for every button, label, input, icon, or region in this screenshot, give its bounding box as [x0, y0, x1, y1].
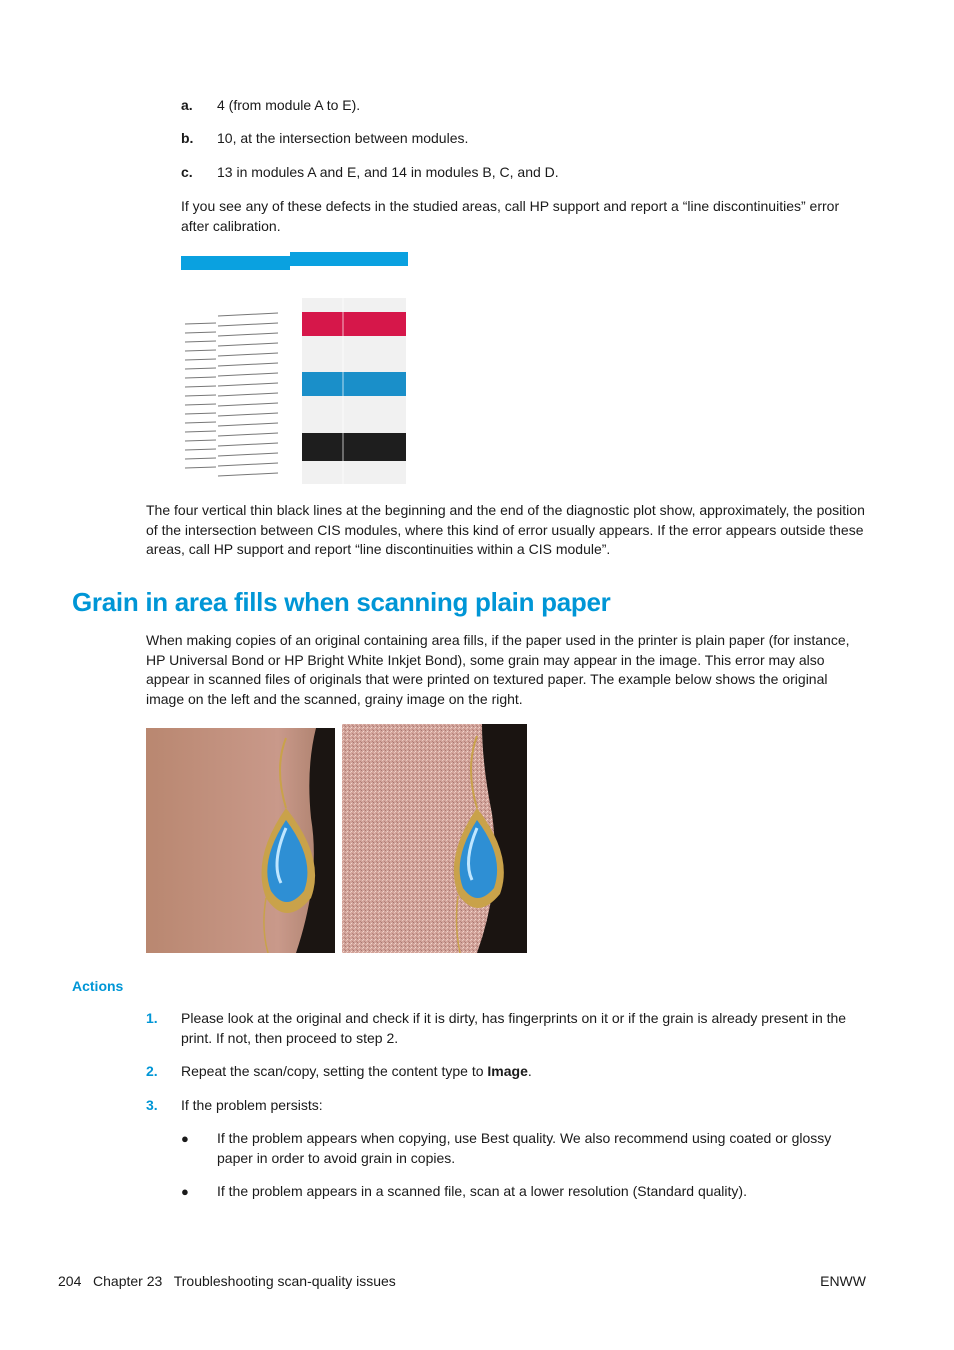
bullet-icon: ● [181, 1131, 189, 1146]
step-text: If the problem persists: [181, 1097, 323, 1113]
list-label: b. [181, 130, 194, 146]
step-number: 3. [146, 1097, 158, 1113]
black-bar [302, 433, 406, 461]
step-text [181, 1062, 532, 1082]
diagnostic-plot-image [180, 250, 410, 486]
bullet-text: If the problem appears in a scanned file, scan at a lower resolution (Standard quality). [217, 1183, 747, 1199]
list-label: c. [181, 164, 193, 180]
actions-title: Actions [72, 978, 124, 994]
line-pattern [185, 313, 278, 476]
grainy-earring-image [342, 724, 527, 953]
chapter-label: Chapter 23 [93, 1273, 163, 1289]
step-number: 1. [146, 1010, 158, 1026]
section-title: Grain in area fills when scanning plain paper [72, 587, 611, 617]
chapter-title: Troubleshooting scan-quality issues [173, 1273, 396, 1289]
footer-right: ENWW [820, 1273, 866, 1289]
bullet-icon: ● [181, 1184, 189, 1199]
list-text: 4 (from module A to E). [217, 97, 361, 113]
cyan-bar [302, 372, 406, 396]
defect-paragraph: If you see any of these defects in the studied areas, call HP support and report a “line discontinuities” error after calibration. [181, 198, 840, 234]
step-number: 2. [146, 1063, 158, 1079]
top-bar-right [290, 252, 408, 266]
content-type-image: Image [487, 1063, 528, 1079]
intro-paragraph: When making copies of an original containing area fills, if the paper used in the printer is plain paper (for instance, HP Universal Bond or HP Bright White Inkjet Bond), some grain may appear in the image. This error may also appear in scanned files of originals that were printed on textured paper. The example below shows the original image on the left and the scanned, grainy image on the right. [146, 632, 850, 707]
magenta-bar [302, 312, 406, 336]
bullet-text: If the problem appears when copying, use Best quality. We also recommend using coated or glossy paper in order to avoid grain in copies. [217, 1130, 832, 1166]
list-label: a. [181, 97, 193, 113]
step-text-start: Repeat the scan/copy, setting the content type to [181, 1063, 488, 1079]
page-footer [58, 1272, 396, 1292]
list-text: 10, at the intersection between modules. [217, 130, 469, 146]
original-earring-image [146, 728, 335, 953]
step-text: Please look at the original and check if it is dirty, has fingerprints on it or if the grain is already present in the print. If not, then proceed to step 2. [181, 1010, 847, 1046]
list-text: 13 in modules A and E, and 14 in modules B, C, and D. [217, 164, 559, 180]
top-bar-left [181, 256, 290, 270]
page-number: 204 [58, 1273, 82, 1289]
vertical-lines-paragraph: The four vertical thin black lines at the beginning and the end of the diagnostic plot show, approximately, the position of the intersection between CIS modules, where this kind of error usually appears. If the error appears outside these areas, call HP support and report “line discontinuities within a CIS module”. [146, 502, 865, 557]
step-text-end: . [527, 1063, 532, 1079]
